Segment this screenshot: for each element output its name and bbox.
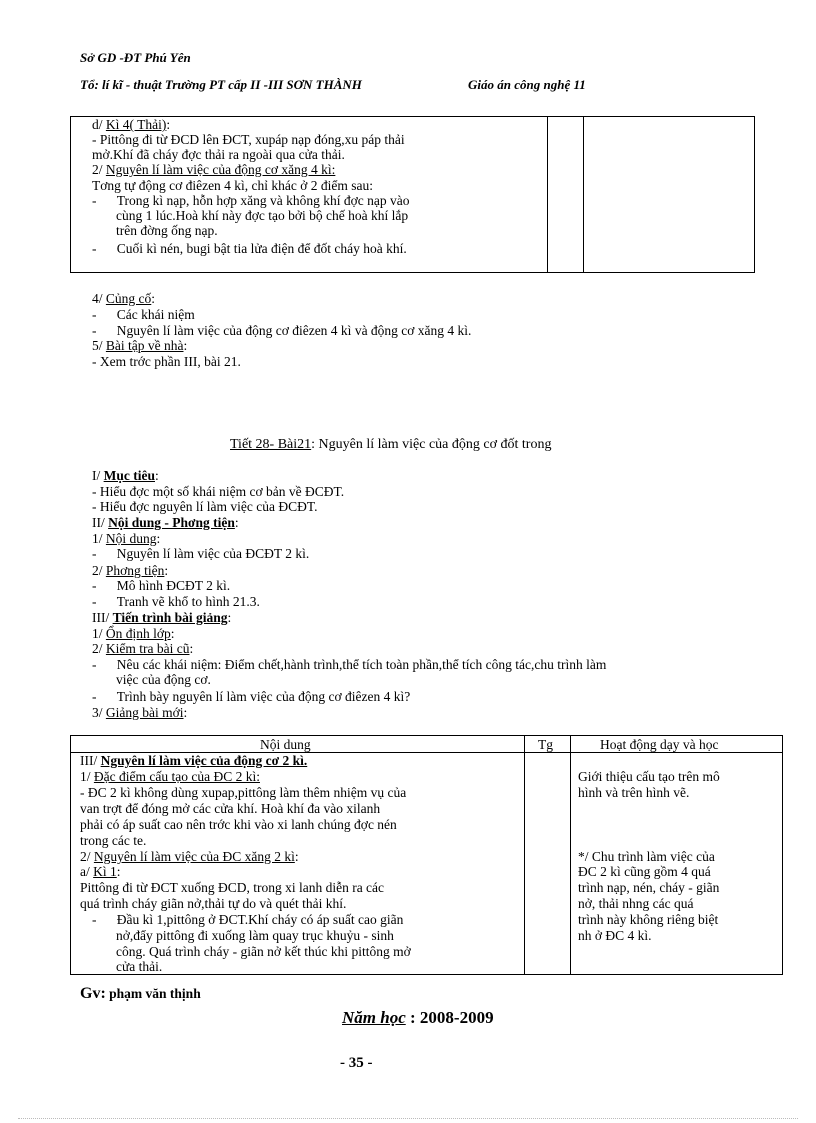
- list-item: - Cuối kì nén, bugi bật tia lửa điện để đốt cháy hoà khí.: [92, 241, 407, 256]
- stroke4-heading: d/ Kì 4( Thải):: [92, 117, 171, 132]
- subheading: 2/ Phơng tiện:: [92, 563, 169, 578]
- subheading: 2/ Nguyên lí làm việc của ĐC xăng 2 kì:: [80, 849, 299, 864]
- section-heading: 2/ Nguyên lí làm việc của động cơ xăng 4 kì:: [92, 162, 336, 177]
- subheading: 1/ Đặc điểm cấu tạo của ĐC 2 kì:: [80, 769, 260, 784]
- text-line: cùng 1 lúc.Hoà khí này đợc tạo bởi bộ chế hoà khí lắp: [116, 208, 409, 223]
- activity-text: Giới thiệu cấu tạo trên mô: [578, 769, 720, 784]
- text-line: trong các te.: [80, 833, 147, 848]
- subheading: 3/ Giảng bài mới:: [92, 705, 188, 720]
- text-line: - Hiểu đợc một số khái niệm cơ bản về ĐCĐT.: [92, 484, 345, 499]
- header-school: Tổ: lí kĩ - thuật Trường PT cấp II -III SƠN THÀNH: [80, 77, 362, 92]
- text-line: - Pittông đi từ ĐCD lên ĐCT, xupáp nạp đóng,xu páp thải: [92, 132, 405, 147]
- content-heading: II/ Nội dung - Phơng tiện:: [92, 515, 239, 530]
- text-line: mở.Khí đã cháy đợc thải ra ngoài qua cửa thải.: [92, 147, 345, 162]
- text-line: quá trình cháy giãn nở,thải tự do và quét thải khí.: [80, 896, 347, 911]
- text-line: - Xem trớc phần III, bài 21.: [92, 354, 241, 369]
- list-item: - Trình bày nguyên lí làm việc của động cơ điêzen 4 kì?: [92, 689, 411, 704]
- page-bottom-divider: [18, 1118, 798, 1119]
- list-item: - Trong kì nạp, hỗn hợp xăng và không khí đợc nạp vào: [92, 193, 410, 208]
- list-item: - Nguyên lí làm việc của động cơ điêzen 4 kì và động cơ xăng 4 kì.: [92, 323, 472, 338]
- list-item: - Nêu các khái niệm: Điểm chết,hành trình,thể tích toàn phần,thể tích công tác,chu trình làm: [92, 657, 607, 672]
- process-heading: III/ Tiến trình bài giảng:: [92, 610, 232, 625]
- list-item: - Nguyên lí làm việc của ĐCĐT 2 kì.: [92, 546, 310, 561]
- text-line: Tơng tự động cơ điêzen 4 kì, chỉ khác ở 2 điểm sau:: [92, 178, 374, 193]
- subheading: 2/ Kiểm tra bài cũ:: [92, 641, 194, 656]
- text-line: trên đờng ống nạp.: [116, 223, 218, 238]
- list-item: - Các khái niệm: [92, 307, 195, 322]
- activity-text: trình nạp, nén, cháy - giãn: [578, 880, 720, 895]
- activity-text: ĐC 2 kì cũng gồm 4 quá: [578, 864, 711, 879]
- review-heading: 4/ Củng cố:: [92, 291, 156, 306]
- homework-heading: 5/ Bài tập về nhà:: [92, 338, 188, 353]
- text-line: nở,đẩy pittông đi xuống làm quay trục khuỷu - sinh: [116, 928, 394, 943]
- text-line: việc của động cơ.: [116, 672, 211, 687]
- page-number: - 35 -: [340, 1055, 373, 1071]
- header-department: Sở GD -ĐT Phú Yên: [80, 50, 191, 65]
- list-item: - Tranh vẽ khổ to hình 21.3.: [92, 594, 260, 609]
- text-line: cửa thải.: [116, 959, 163, 974]
- section-heading: III/ Nguyên lí làm việc của động cơ 2 kì.: [80, 753, 308, 768]
- activity-text: trình này không riêng biệt: [578, 912, 719, 927]
- table-divider: [570, 735, 571, 975]
- text-line: phải có áp suất cao nên trớc khi vào xi lanh chúng đợc nén: [80, 817, 397, 832]
- objectives-heading: I/ Mục tiêu:: [92, 468, 159, 483]
- column-header-content: Nội dung: [260, 737, 311, 752]
- list-item: - Mô hình ĐCĐT 2 kì.: [92, 578, 231, 593]
- column-header-activity: Hoạt động dạy và học: [600, 737, 719, 752]
- text-line: van trợt để đóng mở các cửa khí. Hoà khí đa vào xilanh: [80, 801, 381, 816]
- table-divider: [524, 735, 525, 975]
- activity-text: hình và trên hình vẽ.: [578, 785, 690, 800]
- subheading: 1/ Nội dung:: [92, 531, 161, 546]
- activity-text: nở, thải nhng các quá: [578, 896, 694, 911]
- activity-text: */ Chu trình làm việc của: [578, 849, 715, 864]
- teacher-name: Gv: phạm văn thịnh: [80, 985, 201, 1002]
- text-line: - ĐC 2 kì không dùng xupap,pittông làm thêm nhiệm vụ của: [80, 785, 407, 800]
- text-line: - Hiểu đợc nguyên lí làm việc của ĐCĐT.: [92, 499, 318, 514]
- subheading: 1/ Ổn định lớp:: [92, 626, 175, 641]
- lesson-title: Tiết 28- Bài21: Nguyên lí làm việc của động cơ đốt trong: [230, 437, 552, 452]
- header-subject: Giáo án công nghệ 11: [468, 77, 586, 92]
- school-year: Năm học : 2008-2009: [342, 1008, 494, 1027]
- column-header-time: Tg: [538, 737, 553, 752]
- table-divider: [583, 116, 584, 273]
- text-line: Pittông đi từ ĐCT xuống ĐCD, trong xi lanh diễn ra các: [80, 880, 385, 895]
- text-line: công. Quá trình cháy - giãn nở kết thúc khi pittông mở: [116, 944, 411, 959]
- table-divider: [547, 116, 548, 273]
- subheading: a/ Kì 1:: [80, 864, 121, 879]
- activity-text: nh ở ĐC 4 kì.: [578, 928, 652, 943]
- list-item: - Đầu kì 1,pittông ở ĐCT.Khí cháy có áp suất cao giãn: [92, 912, 404, 927]
